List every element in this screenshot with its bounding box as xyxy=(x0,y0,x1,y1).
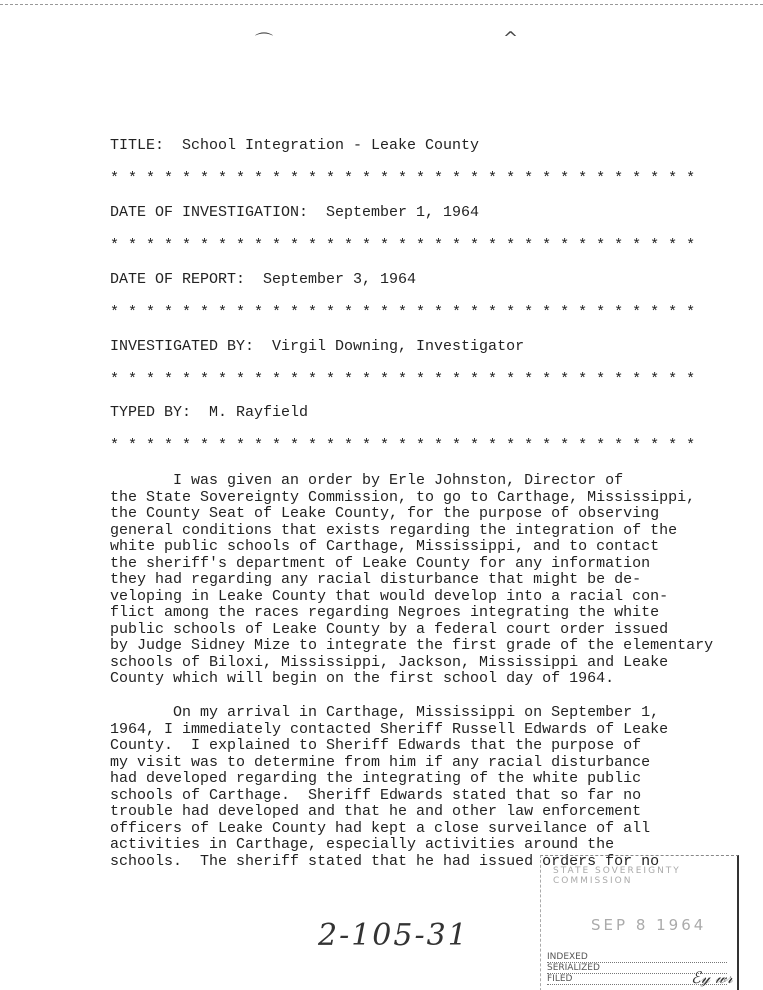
stamp-serialized: SERIALIZED xyxy=(547,963,727,974)
separator: * * * * * * * * * * * * * * * * * * * * * * * * * * * * * * * * * xyxy=(110,304,696,321)
investigated-by: INVESTIGATED BY: Virgil Downing, Investigator xyxy=(110,338,525,355)
separator: * * * * * * * * * * * * * * * * * * * * * * * * * * * * * * * * * xyxy=(110,371,696,388)
paragraph-1: I was given an order by Erle Johnston, Director of the State Sovereignty Commission, to go to Carthage, Mississippi, the County Seat of Leake County, for the purpose of observing general conditions that exists regarding the integration of the white public schools of Carthage, Mississippi, and to contact the sheriff's department of Leake County for any information they had regarding any racial disturbance that might be de- veloping in Leake County that would develop into a racial con- flict among the races regarding Negroes integrating the white public schools of Leake County by a federal court order issued by Judge Sidney Mize to integrate the first grade of the elementary schools of Biloxi, Mississippi, Jackson, Mississippi and Leake County which will begin on the first school day of 1964. xyxy=(110,472,714,687)
initials-signature: ℰ𝓎 𝓌𝓇 xyxy=(691,968,733,987)
scan-mark: ⌒ xyxy=(255,32,273,53)
received-stamp xyxy=(540,855,739,990)
stamp-indexed: INDEXED xyxy=(547,952,727,963)
separator: * * * * * * * * * * * * * * * * * * * * * * * * * * * * * * * * * xyxy=(110,170,696,187)
stamp-title: STATE SOVEREIGNTY COMMISSION xyxy=(553,866,681,886)
separator: * * * * * * * * * * * * * * * * * * * * * * * * * * * * * * * * * xyxy=(110,437,696,454)
separator: * * * * * * * * * * * * * * * * * * * * * * * * * * * * * * * * * xyxy=(110,237,696,254)
stamp-date: SEP 8 1964 xyxy=(591,916,707,934)
title-line: TITLE: School Integration - Leake County xyxy=(110,137,480,154)
scan-edge xyxy=(0,4,763,5)
date-of-investigation: DATE OF INVESTIGATION: September 1, 1964 xyxy=(110,204,480,221)
scan-mark: ^ xyxy=(503,28,519,49)
date-of-report: DATE OF REPORT: September 3, 1964 xyxy=(110,271,417,288)
paragraph-2: On my arrival in Carthage, Mississippi on September 1, 1964, I immediately contacted Sheriff Russell Edwards of Leake County. I explained to Sheriff Edwards that the purpose of my visit was to determine from him if any racial disturbance had developed regarding the integrating of the white public schools of Carthage. Sheriff Edwards stated that so far no trouble had developed and that he and other law enforcement officers of Leake County had kept a close surveilance of all activities in Carthage, especially activities around the schools. The sheriff stated that he had issued orders for no xyxy=(110,704,669,870)
typed-by: TYPED BY: M. Rayfield xyxy=(110,404,309,421)
handwritten-file-number: 2-105-31 xyxy=(318,918,469,953)
stamp-filed: FILED xyxy=(547,974,727,985)
